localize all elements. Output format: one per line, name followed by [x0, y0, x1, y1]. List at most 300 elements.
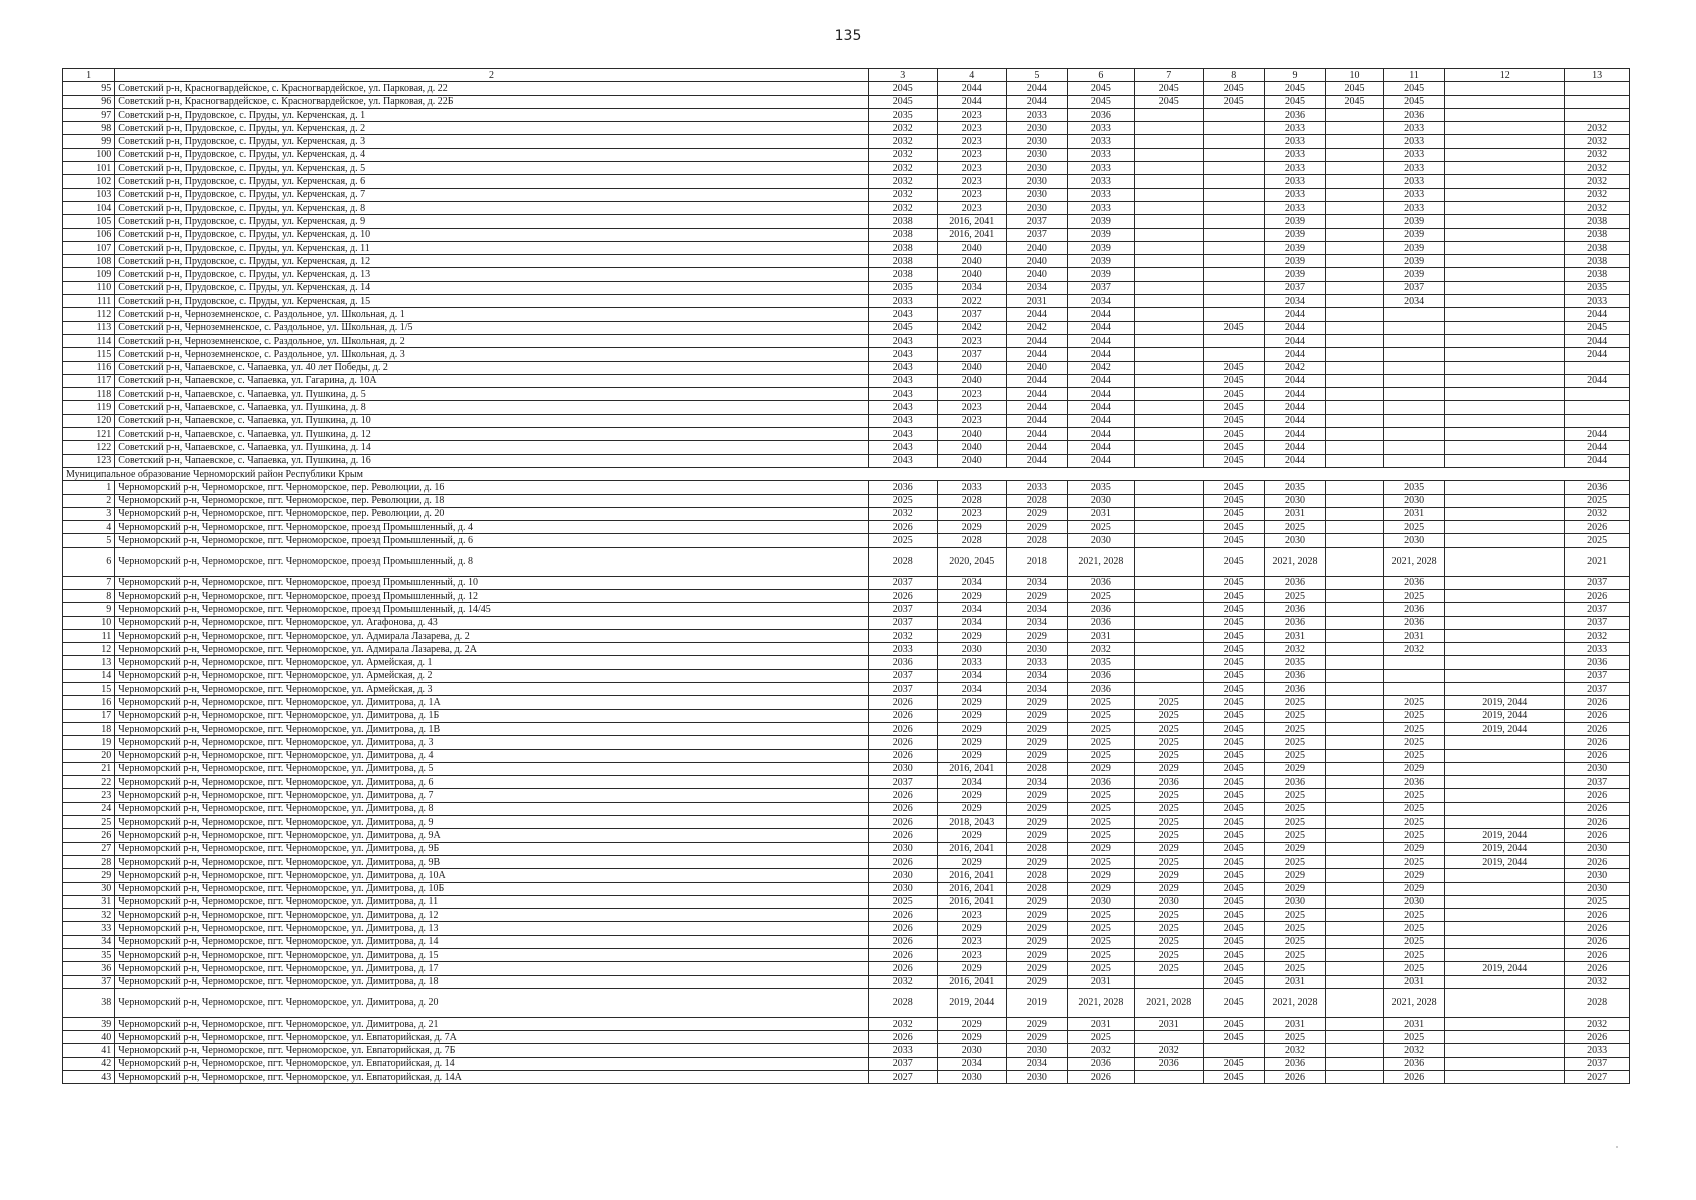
year-cell: 2029: [1006, 895, 1067, 908]
year-cell: [1134, 547, 1203, 576]
year-cell: 2038: [1565, 255, 1630, 268]
year-cell: [1134, 494, 1203, 507]
year-cell: 2032: [868, 507, 937, 520]
row-number: 33: [63, 922, 115, 935]
address-cell: Черноморский р-н, Черноморское, пгт. Черноморское, ул. Димитрова, д. 13: [115, 922, 868, 935]
year-cell: 2036: [1264, 669, 1325, 682]
year-cell: [1326, 148, 1384, 161]
address-cell: Советский р-н, Красногвардейское, с. Красногвардейское, ул. Парковая, д. 22Б: [115, 95, 868, 108]
year-cell: 2038: [1565, 215, 1630, 228]
year-cell: 2033: [1006, 108, 1067, 121]
row-number: 9: [63, 603, 115, 616]
year-cell: 2029: [1006, 922, 1067, 935]
year-cell: 2026: [868, 816, 937, 829]
year-cell: [1134, 656, 1203, 669]
year-cell: 2034: [1006, 776, 1067, 789]
year-cell: [1326, 975, 1384, 988]
table-row: [63, 188, 1630, 201]
year-cell: 2031: [1067, 507, 1134, 520]
year-cell: 2025: [1134, 949, 1203, 962]
year-cell: 2039: [1383, 255, 1444, 268]
year-cell: [1445, 135, 1565, 148]
year-cell: [1203, 255, 1264, 268]
year-cell: [1203, 241, 1264, 254]
year-cell: 2025: [1565, 494, 1630, 507]
table-row: [63, 749, 1630, 762]
year-cell: 2032: [1134, 1044, 1203, 1057]
table-row: [63, 789, 1630, 802]
year-cell: 2038: [868, 268, 937, 281]
year-cell: 2026: [1565, 935, 1630, 948]
year-cell: [1445, 669, 1565, 682]
year-cell: 2036: [1264, 776, 1325, 789]
year-cell: 2026: [1565, 521, 1630, 534]
year-cell: 2021: [1565, 547, 1630, 576]
row-number: 1: [63, 481, 115, 494]
year-cell: [1326, 268, 1384, 281]
year-cell: [1326, 201, 1384, 214]
year-cell: [1383, 656, 1444, 669]
year-cell: 2016, 2041: [937, 215, 1006, 228]
year-cell: [1445, 268, 1565, 281]
table-row: [63, 1017, 1630, 1030]
year-cell: 2025: [1264, 935, 1325, 948]
year-cell: 2037: [1565, 683, 1630, 696]
year-cell: [1326, 255, 1384, 268]
address-cell: Черноморский р-н, Черноморское, пгт. Черноморское, проезд Промышленный, д. 14/45: [115, 603, 868, 616]
year-cell: 2036: [1134, 776, 1203, 789]
year-cell: [1326, 441, 1384, 454]
year-cell: [1445, 988, 1565, 1017]
year-cell: 2029: [1383, 762, 1444, 775]
year-cell: [1445, 935, 1565, 948]
year-cell: 2036: [1134, 1057, 1203, 1070]
year-cell: 2033: [1383, 135, 1444, 148]
year-cell: 2042: [1264, 361, 1325, 374]
table-row: [63, 348, 1630, 361]
year-cell: 2030: [1383, 895, 1444, 908]
year-cell: 2030: [1383, 534, 1444, 547]
table-row: [63, 241, 1630, 254]
table-row: [63, 762, 1630, 775]
year-cell: 2029: [937, 722, 1006, 735]
year-cell: 2033: [1067, 162, 1134, 175]
year-cell: 2044: [937, 82, 1006, 95]
year-cell: 2038: [1565, 228, 1630, 241]
address-cell: Черноморский р-н, Черноморское, пгт. Черноморское, ул. Димитрова, д. 14: [115, 935, 868, 948]
table-row: [63, 82, 1630, 95]
year-cell: 2034: [937, 576, 1006, 589]
year-cell: [1326, 108, 1384, 121]
address-cell: Черноморский р-н, Черноморское, пгт. Черноморское, проезд Промышленный, д. 8: [115, 547, 868, 576]
year-cell: 2030: [1067, 895, 1134, 908]
year-cell: [1326, 855, 1384, 868]
year-cell: [1326, 589, 1384, 602]
year-cell: [1445, 308, 1565, 321]
address-cell: Советский р-н, Прудовское, с. Пруды, ул. Керченская, д. 12: [115, 255, 868, 268]
row-number: 114: [63, 334, 115, 347]
year-cell: 2029: [1264, 842, 1325, 855]
address-cell: Черноморский р-н, Черноморское, пгт. Черноморское, проезд Промышленный, д. 12: [115, 589, 868, 602]
year-cell: 2040: [937, 454, 1006, 467]
row-number: 123: [63, 454, 115, 467]
year-cell: 2045: [1326, 95, 1384, 108]
table-row: [63, 135, 1630, 148]
section-heading-row: [63, 467, 1630, 480]
year-cell: 2045: [868, 95, 937, 108]
year-cell: 2043: [868, 334, 937, 347]
address-cell: Советский р-н, Черноземненское, с. Раздольное, ул. Школьная, д. 2: [115, 334, 868, 347]
year-cell: 2044: [1067, 308, 1134, 321]
year-cell: 2029: [1134, 842, 1203, 855]
year-cell: 2029: [1006, 589, 1067, 602]
year-cell: 2029: [1006, 696, 1067, 709]
year-cell: 2029: [1006, 962, 1067, 975]
address-cell: Черноморский р-н, Черноморское, пгт. Черноморское, пер. Революции, д. 18: [115, 494, 868, 507]
year-cell: 2026: [1565, 709, 1630, 722]
year-cell: 2025: [1383, 736, 1444, 749]
address-cell: Советский р-н, Прудовское, с. Пруды, ул. Керченская, д. 9: [115, 215, 868, 228]
year-cell: 2021, 2028: [1383, 547, 1444, 576]
year-cell: 2023: [937, 162, 1006, 175]
table-row: [63, 722, 1630, 735]
year-cell: 2025: [1067, 829, 1134, 842]
row-number: 23: [63, 789, 115, 802]
year-cell: 2025: [1264, 736, 1325, 749]
row-number: 13: [63, 656, 115, 669]
year-cell: [1445, 816, 1565, 829]
row-number: 100: [63, 148, 115, 161]
table-row: [63, 1031, 1630, 1044]
year-cell: 2045: [1203, 709, 1264, 722]
year-cell: 2044: [1264, 321, 1325, 334]
year-cell: 2038: [1565, 268, 1630, 281]
year-cell: 2025: [1383, 922, 1444, 935]
year-cell: 2045: [1203, 922, 1264, 935]
row-number: 113: [63, 321, 115, 334]
address-cell: Советский р-н, Прудовское, с. Пруды, ул. Керченская, д. 7: [115, 188, 868, 201]
year-cell: 2037: [868, 1057, 937, 1070]
year-cell: 2044: [1067, 414, 1134, 427]
year-cell: 2032: [868, 162, 937, 175]
year-cell: [1134, 414, 1203, 427]
table-row: [63, 547, 1630, 576]
year-cell: [1445, 201, 1565, 214]
year-cell: 2030: [868, 762, 937, 775]
year-cell: 2044: [1006, 334, 1067, 347]
year-cell: 2025: [1067, 722, 1134, 735]
year-cell: 2037: [1264, 281, 1325, 294]
year-cell: 2029: [937, 1031, 1006, 1044]
year-cell: 2025: [1067, 749, 1134, 762]
address-cell: Черноморский р-н, Черноморское, пгт. Черноморское, ул. Адмирала Лазарева, д. 2: [115, 629, 868, 642]
address-cell: Советский р-н, Чапаевское, с. Чапаевка, ул. Гагарина, д. 10А: [115, 374, 868, 387]
year-cell: 2025: [1383, 855, 1444, 868]
year-cell: [1134, 428, 1203, 441]
column-header: 2: [115, 69, 868, 82]
year-cell: 2045: [1203, 494, 1264, 507]
year-cell: 2044: [1264, 374, 1325, 387]
row-number: 107: [63, 241, 115, 254]
column-header: 10: [1326, 69, 1384, 82]
year-cell: [1326, 736, 1384, 749]
year-cell: [1383, 348, 1444, 361]
year-cell: [1383, 414, 1444, 427]
year-cell: [1134, 603, 1203, 616]
year-cell: [1445, 1044, 1565, 1057]
year-cell: 2044: [1006, 454, 1067, 467]
year-cell: 2025: [1134, 855, 1203, 868]
year-cell: 2021, 2028: [1134, 988, 1203, 1017]
year-cell: 2044: [1006, 428, 1067, 441]
year-cell: 2019: [1006, 988, 1067, 1017]
table-row: [63, 949, 1630, 962]
column-header: 12: [1445, 69, 1565, 82]
row-number: 101: [63, 162, 115, 175]
row-number: 106: [63, 228, 115, 241]
table-row: [63, 454, 1630, 467]
year-cell: [1134, 241, 1203, 254]
year-cell: 2033: [1264, 175, 1325, 188]
year-cell: 2045: [1134, 82, 1203, 95]
row-number: 111: [63, 295, 115, 308]
year-cell: [1326, 162, 1384, 175]
year-cell: 2026: [868, 935, 937, 948]
year-cell: 2023: [937, 388, 1006, 401]
year-cell: 2025: [1067, 709, 1134, 722]
year-cell: 2044: [1006, 414, 1067, 427]
table-row: [63, 162, 1630, 175]
year-cell: 2045: [1565, 321, 1630, 334]
year-cell: 2031: [1067, 1017, 1134, 1030]
year-cell: 2036: [1067, 603, 1134, 616]
year-cell: 2025: [1383, 909, 1444, 922]
year-cell: 2044: [1264, 388, 1325, 401]
year-cell: 2026: [1565, 962, 1630, 975]
address-cell: Советский р-н, Прудовское, с. Пруды, ул. Керченская, д. 15: [115, 295, 868, 308]
year-cell: 2034: [1006, 281, 1067, 294]
year-cell: 2045: [1203, 802, 1264, 815]
year-cell: 2026: [868, 722, 937, 735]
year-cell: 2033: [1067, 122, 1134, 135]
year-cell: 2032: [1067, 643, 1134, 656]
year-cell: 2045: [1264, 82, 1325, 95]
table-row: [63, 521, 1630, 534]
year-cell: [1445, 895, 1565, 908]
year-cell: 2044: [1006, 401, 1067, 414]
year-cell: 2025: [1134, 696, 1203, 709]
year-cell: 2025: [1383, 696, 1444, 709]
year-cell: 2026: [1565, 589, 1630, 602]
year-cell: [1445, 481, 1565, 494]
year-cell: 2030: [868, 842, 937, 855]
year-cell: 2019, 2044: [1445, 962, 1565, 975]
table-row: [63, 709, 1630, 722]
year-cell: 2044: [1264, 334, 1325, 347]
year-cell: 2037: [868, 776, 937, 789]
year-cell: 2044: [1006, 348, 1067, 361]
year-cell: 2045: [1203, 629, 1264, 642]
year-cell: 2030: [1006, 148, 1067, 161]
year-cell: 2036: [1067, 576, 1134, 589]
year-cell: 2044: [1067, 374, 1134, 387]
row-number: 98: [63, 122, 115, 135]
year-cell: [1383, 388, 1444, 401]
year-cell: 2026: [868, 922, 937, 935]
year-cell: 2043: [868, 441, 937, 454]
year-cell: [1134, 388, 1203, 401]
year-cell: 2032: [868, 1017, 937, 1030]
year-cell: 2032: [1383, 1044, 1444, 1057]
address-cell: Советский р-н, Прудовское, с. Пруды, ул. Керченская, д. 3: [115, 135, 868, 148]
year-cell: 2029: [937, 736, 1006, 749]
year-cell: [1203, 201, 1264, 214]
year-cell: 2025: [1134, 722, 1203, 735]
year-cell: [1134, 295, 1203, 308]
year-cell: 2039: [1383, 268, 1444, 281]
address-cell: Черноморский р-н, Черноморское, пгт. Черноморское, проезд Промышленный, д. 6: [115, 534, 868, 547]
year-cell: 2035: [1067, 481, 1134, 494]
year-cell: 2033: [1383, 201, 1444, 214]
address-cell: Советский р-н, Черноземненское, с. Раздольное, ул. Школьная, д. 1: [115, 308, 868, 321]
year-cell: [1445, 374, 1565, 387]
address-cell: Советский р-н, Чапаевское, с. Чапаевка, ул. Пушкина, д. 14: [115, 441, 868, 454]
year-cell: 2045: [1203, 749, 1264, 762]
year-cell: 2032: [1565, 975, 1630, 988]
year-cell: [1383, 334, 1444, 347]
year-cell: 2026: [868, 736, 937, 749]
year-cell: 2033: [1067, 201, 1134, 214]
year-cell: 2031: [1383, 507, 1444, 520]
year-cell: [1326, 401, 1384, 414]
year-cell: 2045: [1203, 603, 1264, 616]
year-cell: 2026: [1565, 949, 1630, 962]
table-row: [63, 656, 1630, 669]
year-cell: 2026: [868, 855, 937, 868]
year-cell: 2032: [1565, 188, 1630, 201]
year-cell: 2043: [868, 388, 937, 401]
year-cell: [1326, 816, 1384, 829]
year-cell: 2044: [1067, 454, 1134, 467]
year-cell: [1445, 922, 1565, 935]
year-cell: 2034: [1067, 295, 1134, 308]
year-cell: [1134, 441, 1203, 454]
year-cell: 2019, 2044: [1445, 829, 1565, 842]
row-number: 119: [63, 401, 115, 414]
year-cell: 2037: [1006, 215, 1067, 228]
year-cell: 2043: [868, 374, 937, 387]
table-row: [63, 935, 1630, 948]
year-cell: [1383, 361, 1444, 374]
row-number: 121: [63, 428, 115, 441]
row-number: 96: [63, 95, 115, 108]
year-cell: 2031: [1264, 975, 1325, 988]
year-cell: [1134, 1031, 1203, 1044]
year-cell: 2036: [1383, 108, 1444, 121]
row-number: 102: [63, 175, 115, 188]
year-cell: 2045: [868, 321, 937, 334]
year-cell: [1445, 949, 1565, 962]
year-cell: 2029: [1134, 869, 1203, 882]
year-cell: 2016, 2041: [937, 869, 1006, 882]
table-row: [63, 507, 1630, 520]
column-header: 7: [1134, 69, 1203, 82]
year-cell: 2033: [1067, 148, 1134, 161]
table-row: [63, 816, 1630, 829]
year-cell: 2028: [937, 534, 1006, 547]
table-row: [63, 215, 1630, 228]
address-cell: Черноморский р-н, Черноморское, пгт. Черноморское, ул. Димитрова, д. 1Б: [115, 709, 868, 722]
year-cell: 2031: [1264, 507, 1325, 520]
row-number: 30: [63, 882, 115, 895]
year-cell: [1445, 215, 1565, 228]
year-cell: 2044: [1006, 95, 1067, 108]
row-number: 25: [63, 816, 115, 829]
year-cell: 2030: [1067, 494, 1134, 507]
year-cell: 2026: [868, 829, 937, 842]
year-cell: [1326, 188, 1384, 201]
table-row: [63, 962, 1630, 975]
year-cell: 2029: [1006, 949, 1067, 962]
year-cell: [1445, 1071, 1565, 1084]
year-cell: 2025: [1264, 1031, 1325, 1044]
year-cell: [1445, 454, 1565, 467]
year-cell: 2030: [1565, 762, 1630, 775]
address-cell: Черноморский р-н, Черноморское, пгт. Черноморское, ул. Димитрова, д. 12: [115, 909, 868, 922]
year-cell: 2025: [1383, 935, 1444, 948]
year-cell: 2029: [1006, 802, 1067, 815]
year-cell: 2037: [1565, 603, 1630, 616]
year-cell: [1326, 882, 1384, 895]
year-cell: 2021, 2028: [1383, 988, 1444, 1017]
year-cell: 2025: [1134, 736, 1203, 749]
year-cell: 2030: [1006, 135, 1067, 148]
year-cell: 2025: [1383, 962, 1444, 975]
year-cell: 2016, 2041: [937, 882, 1006, 895]
year-cell: [1203, 148, 1264, 161]
year-cell: [1134, 334, 1203, 347]
year-cell: 2029: [937, 802, 1006, 815]
year-cell: 2026: [868, 589, 937, 602]
year-cell: 2030: [1067, 534, 1134, 547]
year-cell: [1326, 683, 1384, 696]
address-cell: Черноморский р-н, Черноморское, пгт. Черноморское, ул. Димитрова, д. 17: [115, 962, 868, 975]
year-cell: 2025: [1383, 709, 1444, 722]
year-cell: 2025: [1383, 829, 1444, 842]
year-cell: 2033: [1067, 175, 1134, 188]
year-cell: 2030: [1565, 869, 1630, 882]
table-row: [63, 616, 1630, 629]
year-cell: 2044: [1006, 388, 1067, 401]
year-cell: 2029: [937, 589, 1006, 602]
address-cell: Советский р-н, Чапаевское, с. Чапаевка, ул. Пушкина, д. 5: [115, 388, 868, 401]
year-cell: [1445, 869, 1565, 882]
year-cell: 2023: [937, 122, 1006, 135]
year-cell: 2035: [1264, 481, 1325, 494]
year-cell: 2036: [1264, 616, 1325, 629]
column-header: 1: [63, 69, 115, 82]
year-cell: 2039: [1264, 228, 1325, 241]
year-cell: [1326, 1071, 1384, 1084]
address-cell: Черноморский р-н, Черноморское, пгт. Черноморское, ул. Димитрова, д. 9А: [115, 829, 868, 842]
row-number: 103: [63, 188, 115, 201]
year-cell: 2044: [1067, 334, 1134, 347]
year-cell: 2045: [1203, 909, 1264, 922]
row-number: 10: [63, 616, 115, 629]
year-cell: [1326, 935, 1384, 948]
year-cell: [1445, 494, 1565, 507]
year-cell: 2031: [1067, 629, 1134, 642]
